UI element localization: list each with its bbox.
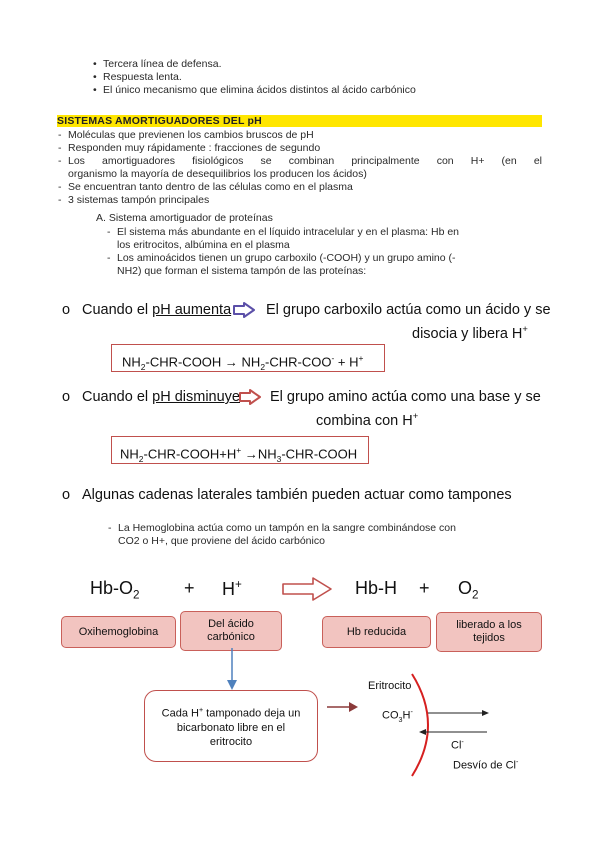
section-title: SISTEMAS AMORTIGUADORES DEL pH <box>57 115 542 127</box>
hbo2-label: $Hb-O_2$ <box>90 578 140 602</box>
list-item: - Los amortiguadores fisiológicos se combinan principalmente con H+ (en el <box>68 155 542 168</box>
acido-carbonico-box: Del ácido carbónico <box>180 611 282 651</box>
list-item-continuation: NH2) que forman el sistema tampón de las proteínas: <box>117 265 367 277</box>
subsection-a: A. Sistema amortiguador de proteínas <box>96 212 273 224</box>
list-item: - El sistema más abundante en el líquido intracelular y en el plasma: Hb en <box>117 226 542 239</box>
list-item: • El único mecanismo que elimina ácidos distintos al ácido carbónico <box>103 84 416 97</box>
eritrocito-label: Eritrocito <box>368 680 412 692</box>
reaction-arrow-icon <box>281 576 333 602</box>
list-item: - 3 sistemas tampón principales <box>68 194 542 207</box>
list-item-continuation: los eritrocitos, albúmina en el plasma <box>117 239 290 251</box>
arrow-down-icon <box>225 648 239 692</box>
case2-lead: Cuando el pH disminuye <box>82 389 240 405</box>
list-item-continuation: organismo la mayoría de desequilibrios los producen los ácidos) <box>68 168 367 180</box>
case2-result-2: combina con H+ <box>316 410 419 429</box>
list-item: - Se encuentran tanto dentro de las células como en el plasma <box>68 181 542 194</box>
case1-lead: Cuando el pH aumenta <box>82 302 232 318</box>
case2-result-1: El grupo amino actúa como una base y se <box>270 389 541 405</box>
case1-bullet: o <box>62 302 71 318</box>
list-item: - La Hemoglobina actúa como un tampón en la sangre combinándose con <box>118 522 548 535</box>
list-item: - Los aminoácidos tienen un grupo carboxilo (-COOH) y un grupo amino (- <box>117 252 542 265</box>
h-ion-label: H+ <box>222 578 242 599</box>
cell-membrane-icon <box>398 670 448 780</box>
case2-bullet: o <box>62 389 71 405</box>
sub-dash-list <box>117 226 542 278</box>
case1-underlined: pH aumenta <box>152 302 232 318</box>
arrow-left-icon <box>418 727 488 737</box>
list-item: • Respuesta lenta. <box>103 71 416 84</box>
arrow-right-icon <box>238 389 262 405</box>
case3-text: Algunas cadenas laterales también pueden actuar como tampones <box>82 487 512 503</box>
case1-result-1: El grupo carboxilo actúa como un ácido y se <box>266 302 551 318</box>
list-item: - Responden muy rápidamente : fracciones de segundo <box>68 142 542 155</box>
equation-1: $NH_2-CHR$-COOH → $NH_2-CHR-COO^- + H^+$ <box>111 344 385 372</box>
arrow-right-icon <box>232 302 256 318</box>
dash-list <box>68 129 542 207</box>
o2-label: $O_2$ <box>458 578 479 602</box>
hemo-paragraph <box>118 522 548 548</box>
hb-reducida-box: Hb reducida <box>322 616 431 648</box>
desvio-label: Desvío de Cl- <box>453 758 519 772</box>
plus-sign: + <box>419 578 430 598</box>
arrow-right-icon <box>327 700 359 714</box>
bicarbonato-box: Cada H+ tamponado deja un bicarbonato libre en el eritrocito <box>144 690 318 762</box>
top-bullet-list <box>103 58 416 97</box>
list-item: • Tercera línea de defensa. <box>103 58 416 71</box>
list-item-continuation: CO2 o H+, que proviene del ácido carbónico <box>118 535 325 547</box>
case1-result-2: disocia y libera H+ <box>412 323 528 342</box>
plus-sign: + <box>184 578 195 598</box>
hbh-label: Hb-H <box>355 578 398 598</box>
oxihemoglobina-box: Oxihemoglobina <box>61 616 176 648</box>
case2-underlined: pH disminuye <box>152 389 240 405</box>
case3-bullet: o <box>62 487 71 503</box>
equation-2: $NH_2-CHR-COOH+H^+$ $\to NH_3-CHR$-COOH <box>111 436 369 464</box>
list-item: - Moléculas que previenen los cambios bruscos de pH <box>68 129 542 142</box>
arrow-right-icon <box>428 708 490 718</box>
cl-label: Cl- <box>451 738 464 752</box>
co3h-label: $CO_3H^-$ <box>382 708 413 724</box>
tejidos-box: liberado a los tejidos <box>436 612 542 652</box>
